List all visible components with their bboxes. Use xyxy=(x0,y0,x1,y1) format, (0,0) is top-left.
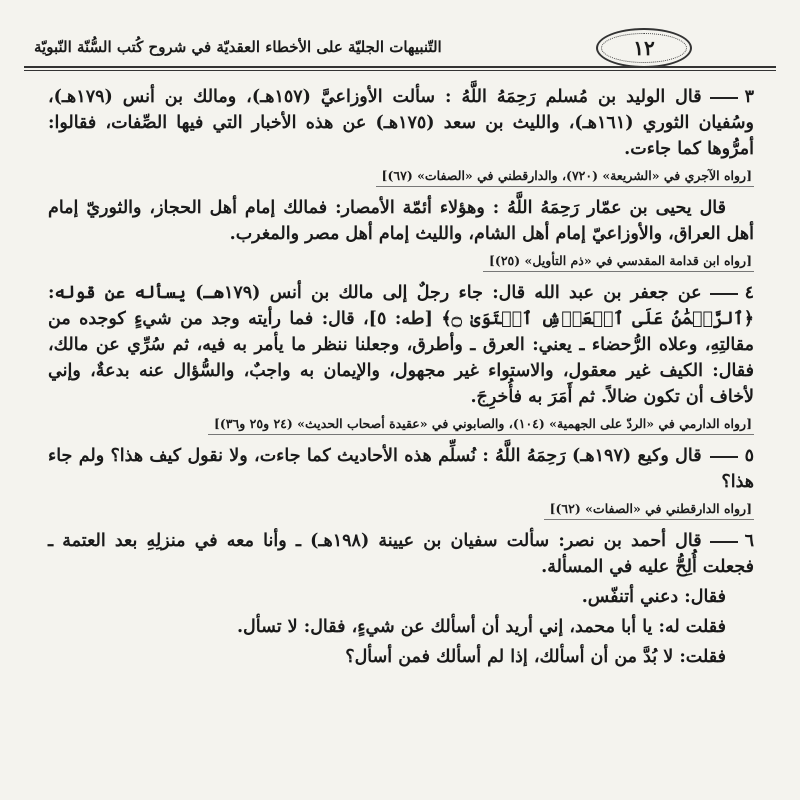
paragraph-dialogue-3 xyxy=(48,644,754,670)
item-number: ٦ xyxy=(744,531,754,551)
dash-ornament xyxy=(710,456,738,458)
dash-ornament xyxy=(710,293,738,295)
paragraph-6 xyxy=(48,528,754,580)
paragraph-dialogue-1 xyxy=(48,584,754,610)
citation: [رواه الدارمي في «الردّ على الجهمية» (١٠٤)، والصابوني في «عقيدة أصحاب الحديث» (٢٤ و٢٥ و٣٦)] xyxy=(208,416,754,435)
item-number: ٤ xyxy=(744,283,754,303)
running-title: التّنبيهات الجليّة على الأخطاء العقديّة في شروح كُتب السُّنّة النّبويّة xyxy=(34,38,442,56)
paragraph-text: فقلت: لا بُدَّ من أن أسألك، إذا لم أسألك فمن أسأل؟ xyxy=(345,647,726,667)
page-number-ornament xyxy=(596,28,692,68)
citation: [رواه الآجري في «الشريعة» (٧٢٠)، والدارقطني في «الصفات» (٦٧)] xyxy=(376,168,754,187)
paragraph-text: قال وكيع (١٩٧هـ) رَحِمَهُ اللَّهُ : نُسلِّم هذه الأحاديث كما جاءت، ولا نقول كيف هذا؟ ولم جاء هذا؟ xyxy=(48,446,754,492)
page-number: ١٢ xyxy=(633,36,655,60)
page-header xyxy=(24,22,776,74)
item-number: ٣ xyxy=(744,87,754,107)
paragraph-text: فقلت له: يا أبا محمد، إني أريد أن أسألك عن شيءٍ، فقال: لا تسأل. xyxy=(236,617,726,637)
paragraph-text: قال أحمد بن نصر: سألت سفيان بن عيينة (١٩٨هـ) ـ وأنا معه في منزلِهِ بعد العتمة ـ فجعلت أُلِحُّ عليه في المسألة. xyxy=(48,531,754,577)
page-content xyxy=(48,84,754,674)
dash-ornament xyxy=(710,97,738,99)
dash-ornament xyxy=(710,541,738,543)
header-rule xyxy=(24,66,776,71)
paragraph-text: فقال: دعني أتنفّس. xyxy=(581,587,726,607)
item-number: ٥ xyxy=(744,446,754,466)
paragraph-text: قال يحيى بن عمّار رَحِمَهُ اللَّهُ : وهؤلاء أئمّة الأمصار: فمالك إمام أهل الحجاز، والثوريّ إمام أهل العراق، والأوزاعيّ إمام أهل الشام، والليث إمام أهل مصر والمغرب. xyxy=(48,198,754,244)
paragraph-5 xyxy=(48,443,754,495)
citation: [رواه ابن قدامة المقدسي في «ذم التأويل» (٢٥)] xyxy=(483,253,754,272)
paragraph-text: قال الوليد بن مُسلم رَحِمَهُ اللَّهُ : سألت الأوزاعيَّ (١٥٧هـ)، ومالك بن أنس (١٧٩هـ)، وسُفيان الثوري (١٦١هـ)، والليث بن سعد (١٧٥هـ) عن هذه الأخبار التي فيها الصِّفات، فقالوا: أمرُّوها كما جاءت. xyxy=(48,87,754,159)
citation: [رواه الدارقطني في «الصفات» (٦٢)] xyxy=(544,501,754,520)
paragraph-dialogue-2 xyxy=(48,614,754,640)
paragraph-text: عن جعفر بن عبد الله قال: جاء رجلٌ إلى مالك بن أنس (١٧٩هـ) يسأله عن قوله: ﴿ٱلرَّحۡمَٰنُ عَلَى ٱلۡعَرۡشِ ٱسۡتَوَىٰ ۝﴾ [طه: ٥]، قال: فما رأيته وجد من شيءٍ كوجده من مقالتِهِ، وعلاه الرُّحضاء ـ يعني: العرق ـ وأطرق، وجعلنا ننظر ما يأمر به فيه، ثم سُرِّي عن مالك، فقال: الكيف غير معقول، والاستواء غير مجهول، والإيمان به واجبٌ، والسُّؤال عنه بدعةٌ، وإني لأخاف أن تكون ضالاً. ثم أَمَرَ به فأُخرِجَ. xyxy=(48,283,755,407)
paragraph-3 xyxy=(48,84,754,162)
paragraph-yahya xyxy=(48,195,754,247)
paragraph-4 xyxy=(48,280,754,410)
